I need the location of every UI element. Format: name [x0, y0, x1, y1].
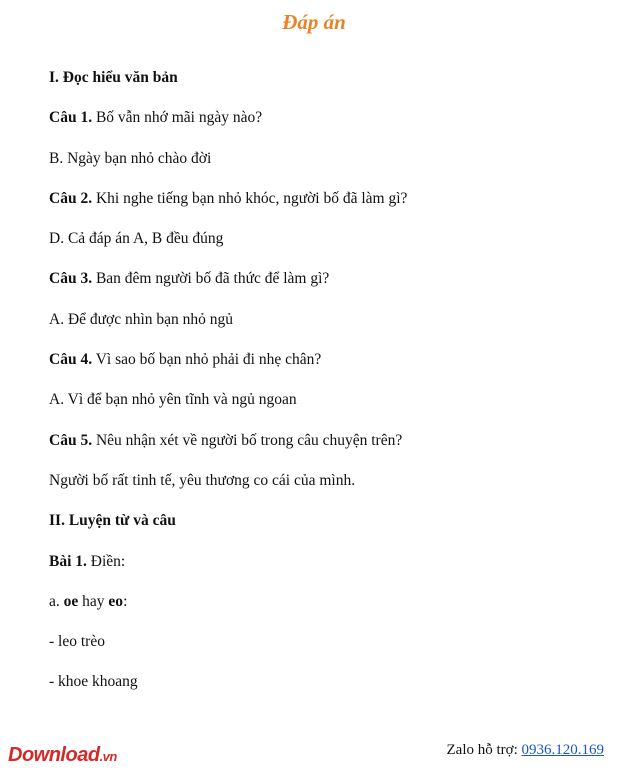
answer-5: Người bố rất tinh tế, yêu thương co cái của mình. [49, 471, 356, 489]
exercise-1-label: Bài 1. [49, 552, 87, 570]
answer-content [49, 67, 609, 712]
section-heading-vocabulary: II. Luyện từ và câu [49, 512, 176, 530]
question-5 [49, 430, 609, 470]
exercise-1 [49, 551, 609, 591]
part-a-prefix: a. [49, 592, 60, 610]
part-a-mid: hay [82, 592, 105, 610]
question-1 [49, 107, 609, 147]
exercise-1-part-a [49, 591, 609, 631]
question-4-text: Vì sao bố bạn nhỏ phải đi nhẹ chân? [95, 351, 322, 369]
download-vn-logo[interactable] [8, 744, 117, 767]
question-2-text: Khi nghe tiếng bạn nhỏ khóc, người bố đã làm gì? [95, 189, 408, 207]
part-a-option-2: eo [108, 592, 124, 610]
answer-4: A. Vì để bạn nhỏ yên tĩnh và ngủ ngoan [49, 391, 297, 409]
support-phone-link[interactable]: 0936.120.169 [521, 742, 604, 758]
zalo-support [447, 742, 605, 759]
question-1-label: Câu 1. [49, 109, 93, 127]
section-heading-reading: I. Đọc hiểu văn bản [49, 69, 178, 86]
answer-2: D. Cả đáp án A, B đều đúng [49, 230, 224, 248]
question-5-label: Câu 5. [49, 431, 93, 449]
question-2 [49, 188, 609, 228]
part-a-option-1: oe [63, 592, 79, 610]
answer-item-1: - leo trèo [49, 633, 105, 651]
page-title: Đáp án [282, 10, 346, 34]
answer-item-2: - khoe khoang [49, 673, 138, 691]
answer-3: A. Để được nhìn bạn nhỏ ngủ [49, 310, 234, 328]
question-3 [49, 268, 609, 308]
question-2-label: Câu 2. [49, 189, 93, 207]
question-3-text: Ban đêm người bố đã thức để làm gì? [95, 270, 330, 288]
logo-suffix: .vn [99, 749, 117, 764]
question-1-text: Bố vẫn nhớ mãi ngày nào? [95, 109, 263, 127]
question-4 [49, 349, 609, 389]
question-4-label: Câu 4. [49, 351, 93, 369]
part-a-suffix: : [123, 592, 128, 610]
answer-1: B. Ngày bạn nhỏ chào đời [49, 149, 212, 167]
question-3-label: Câu 3. [49, 270, 93, 288]
logo-main: Download [8, 744, 100, 766]
question-5-text: Nêu nhận xét về người bố trong câu chuyện trên? [95, 431, 403, 449]
exercise-1-text: Điền: [90, 552, 126, 570]
support-label: Zalo hỗ trợ: [446, 742, 518, 758]
